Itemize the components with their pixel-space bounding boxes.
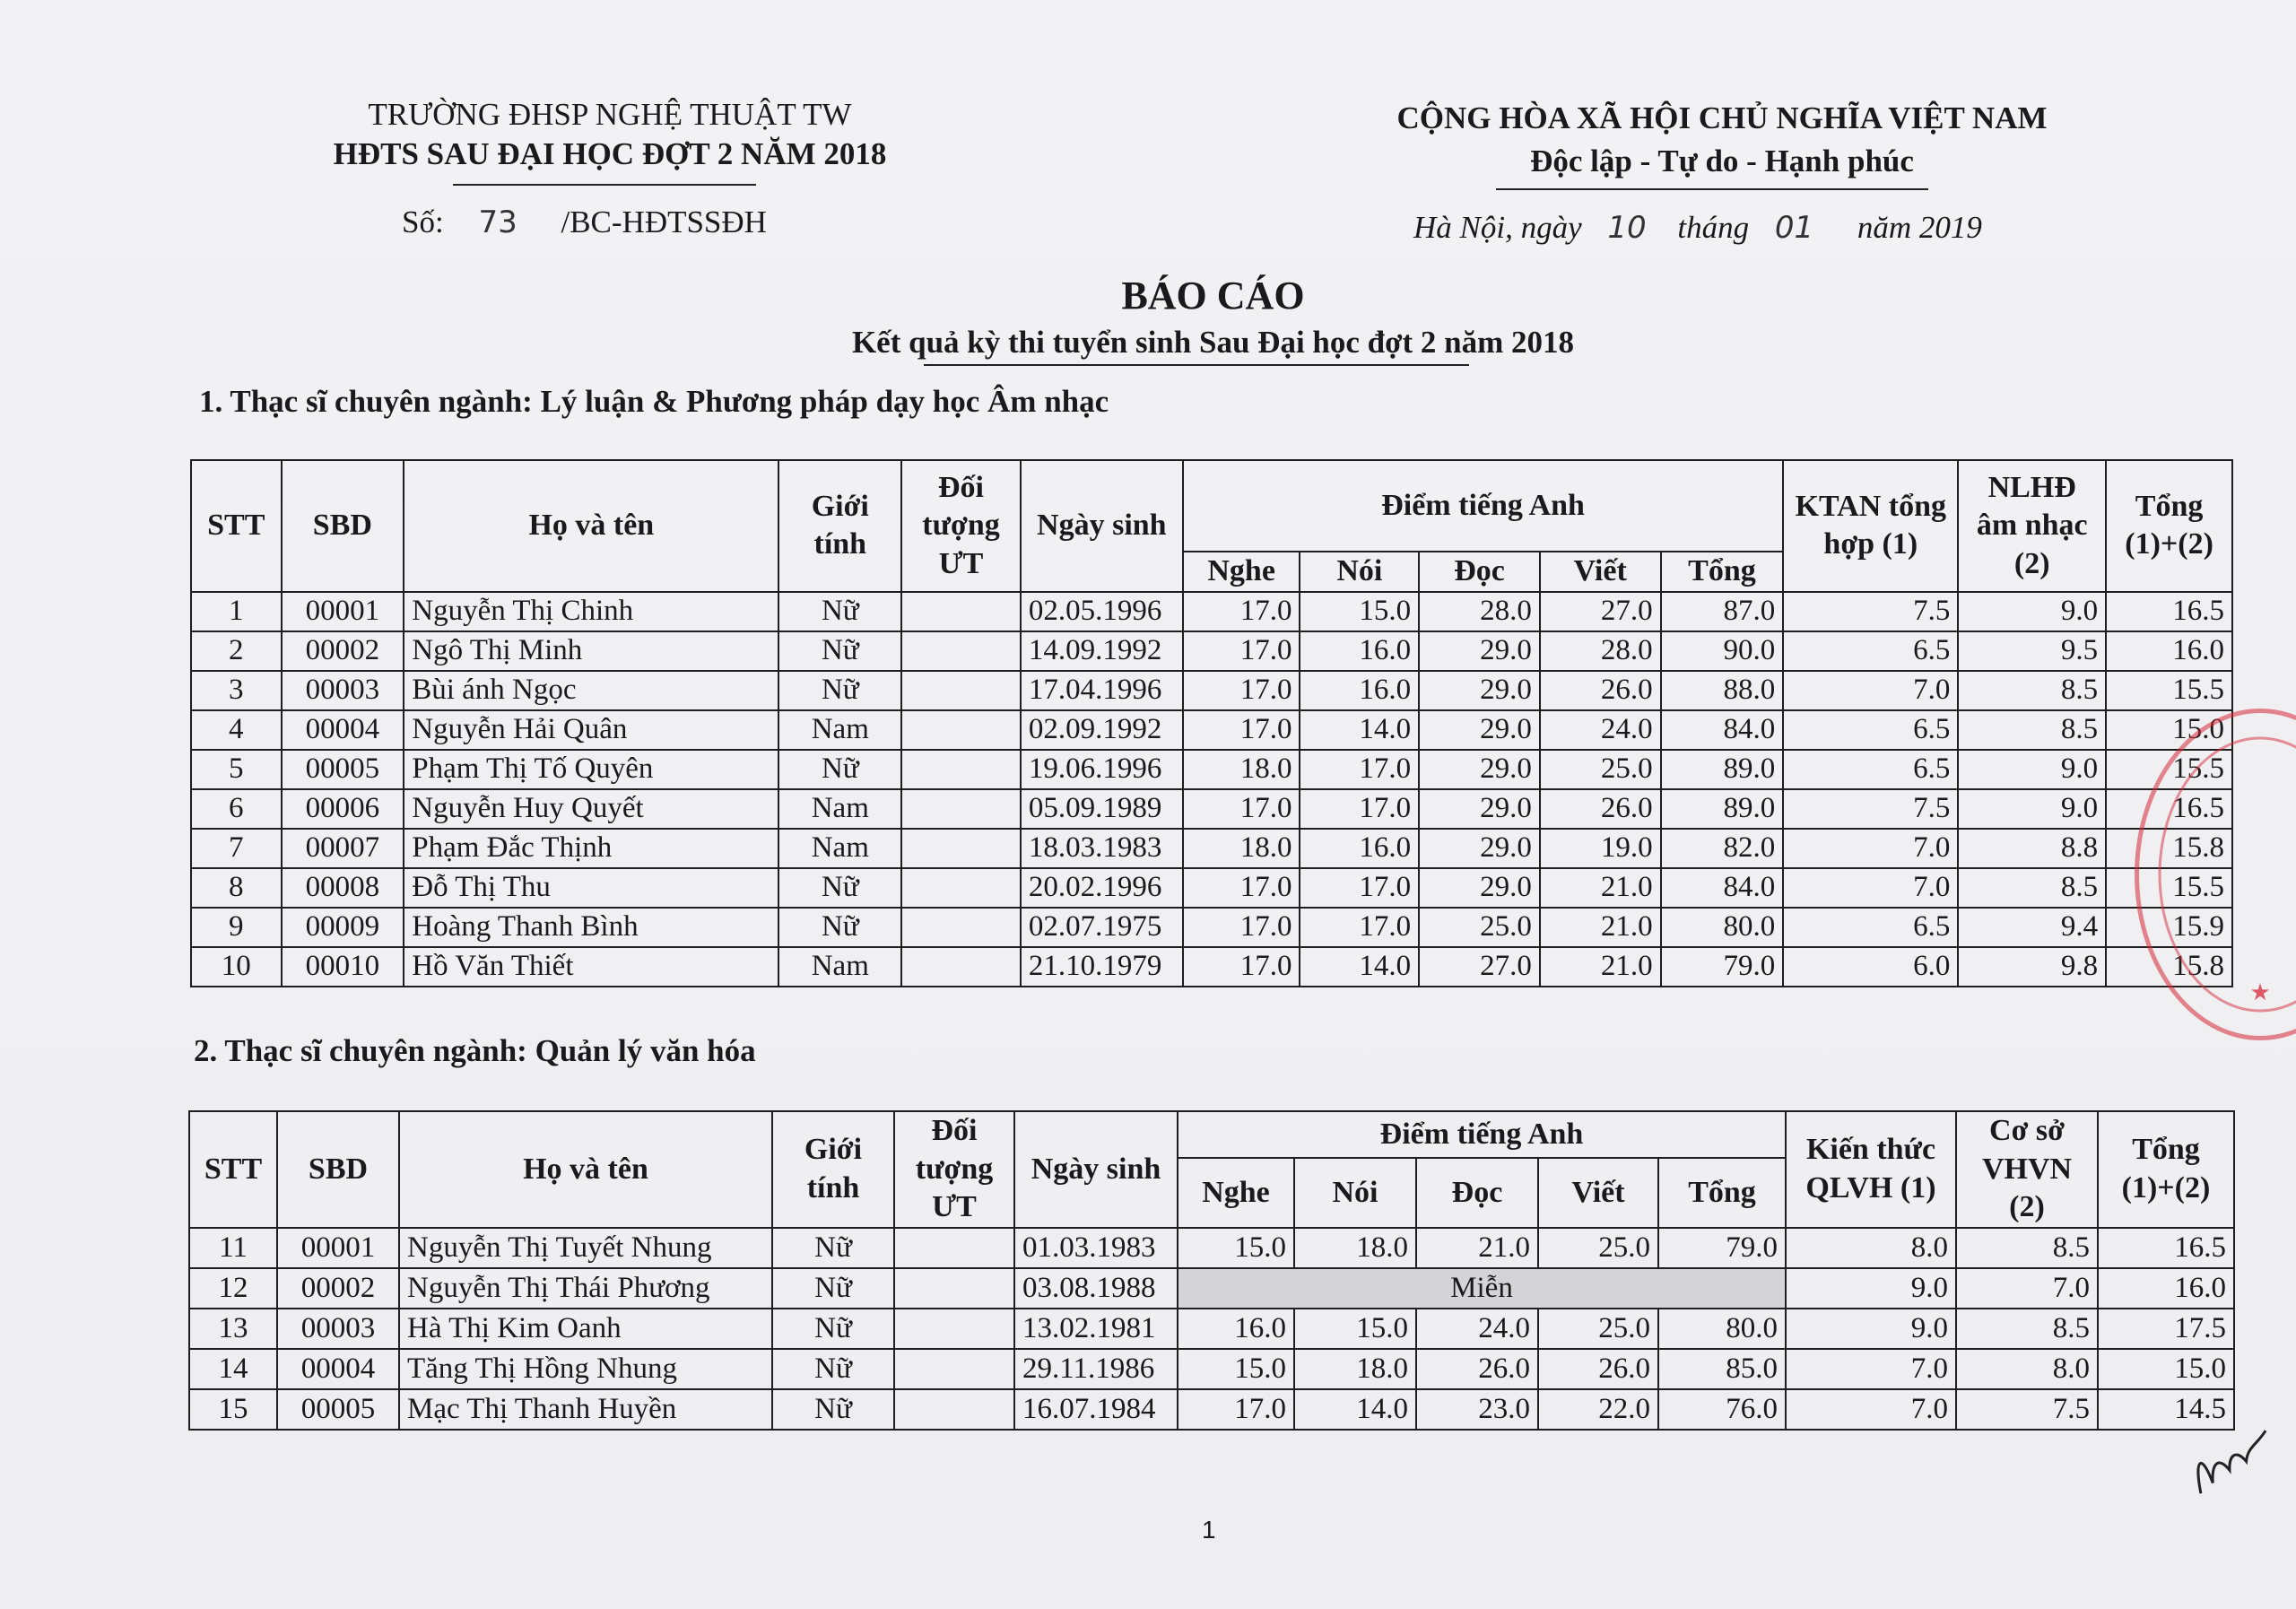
cell-stt: 7 <box>191 829 282 868</box>
section1-heading: 1. Thạc sĩ chuyên ngành: Lý luận & Phương pháp dạy học Âm nhạc <box>199 384 1109 419</box>
table-row <box>191 908 2232 947</box>
cell-name: Bùi ánh Ngọc <box>404 671 778 710</box>
council-name: HĐTS SAU ĐẠI HỌC ĐỢT 2 NĂM 2018 <box>333 136 887 171</box>
cell-dob: 16.07.1984 <box>1014 1389 1178 1430</box>
cell-dob: 20.02.1996 <box>1021 868 1183 908</box>
cell-total: 16.0 <box>2098 1268 2234 1309</box>
cell-priority <box>901 671 1021 710</box>
header-viet: Viết <box>1538 1158 1658 1227</box>
page-number: 1 <box>1202 1516 1216 1544</box>
cell-total: 15.5 <box>2106 671 2232 710</box>
header-nghe: Nghe <box>1178 1158 1294 1227</box>
cell-stt: 15 <box>189 1389 277 1430</box>
cell-col2: 8.5 <box>1956 1309 2098 1349</box>
cell-doc: 27.0 <box>1419 947 1540 987</box>
cell-dob: 13.02.1981 <box>1014 1309 1178 1349</box>
cell-nghe: 16.0 <box>1178 1309 1294 1349</box>
cell-name: Đỗ Thị Thu <box>404 868 778 908</box>
cell-gender: Nữ <box>772 1268 894 1309</box>
cell-priority <box>894 1389 1014 1430</box>
header-gender: Giới tính <box>778 460 901 592</box>
cell-stt: 2 <box>191 631 282 671</box>
header-name: Họ và tên <box>404 460 778 592</box>
cell-col2: 8.8 <box>1958 829 2106 868</box>
cell-nghe: 15.0 <box>1178 1349 1294 1389</box>
cell-tong: 84.0 <box>1661 710 1784 750</box>
date-line <box>1413 210 1982 246</box>
cell-noi: 17.0 <box>1300 750 1419 789</box>
date-year: năm 2019 <box>1857 210 1982 245</box>
cell-col2: 7.5 <box>1956 1389 2098 1430</box>
header-doc: Đọc <box>1419 552 1540 592</box>
cell-stt: 14 <box>189 1349 277 1389</box>
cell-col2: 9.0 <box>1958 750 2106 789</box>
signature <box>2179 1417 2295 1516</box>
cell-name: Hồ Văn Thiết <box>404 947 778 987</box>
header-tong: Tổng <box>1658 1158 1786 1227</box>
cell-dob: 02.09.1992 <box>1021 710 1183 750</box>
date-month-label: tháng <box>1677 210 1750 245</box>
header-col1: Kiến thức QLVH (1) <box>1786 1111 1956 1228</box>
cell-doc: 29.0 <box>1419 750 1540 789</box>
official-seal <box>2135 709 2296 1040</box>
cell-gender: Nữ <box>772 1309 894 1349</box>
cell-viet: 28.0 <box>1540 631 1661 671</box>
header-col1: KTAN tổng hợp (1) <box>1783 460 1958 592</box>
cell-viet: 21.0 <box>1540 908 1661 947</box>
cell-sbd: 00007 <box>282 829 404 868</box>
header-viet: Viết <box>1540 552 1661 592</box>
cell-noi: 17.0 <box>1300 868 1419 908</box>
cell-name: Phạm Thị Tố Quyên <box>404 750 778 789</box>
cell-tong: 79.0 <box>1658 1228 1786 1268</box>
cell-name: Hà Thị Kim Oanh <box>399 1309 772 1349</box>
header-english: Điểm tiếng Anh <box>1183 460 1784 552</box>
cell-sbd: 00001 <box>277 1228 399 1268</box>
cell-dob: 05.09.1989 <box>1021 789 1183 829</box>
cell-total: 16.5 <box>2106 592 2232 631</box>
cell-col1: 6.0 <box>1783 947 1958 987</box>
right-header-rule <box>1496 188 1928 190</box>
date-day: 10 <box>1607 210 1647 246</box>
cell-viet: 24.0 <box>1540 710 1661 750</box>
cell-col2: 8.5 <box>1958 868 2106 908</box>
cell-stt: 10 <box>191 947 282 987</box>
cell-nghe: 15.0 <box>1178 1228 1294 1268</box>
cell-viet: 25.0 <box>1538 1228 1658 1268</box>
table-row <box>191 631 2232 671</box>
cell-stt: 3 <box>191 671 282 710</box>
cell-tong: 88.0 <box>1661 671 1784 710</box>
cell-total: 15.8 <box>2106 829 2232 868</box>
header-tong: Tổng <box>1661 552 1784 592</box>
cell-tong: 84.0 <box>1661 868 1784 908</box>
cell-tong: 79.0 <box>1661 947 1784 987</box>
cell-noi: 16.0 <box>1300 671 1419 710</box>
header-doc: Đọc <box>1416 1158 1538 1227</box>
cell-tong: 80.0 <box>1661 908 1784 947</box>
section2-heading: 2. Thạc sĩ chuyên ngành: Quản lý văn hóa <box>194 1033 756 1068</box>
cell-viet: 25.0 <box>1538 1309 1658 1349</box>
cell-exempt: Miễn <box>1178 1268 1786 1309</box>
cell-priority <box>901 750 1021 789</box>
cell-priority <box>901 710 1021 750</box>
cell-viet: 21.0 <box>1540 868 1661 908</box>
cell-name: Nguyễn Thị Thái Phương <box>399 1268 772 1309</box>
cell-col1: 8.0 <box>1786 1228 1956 1268</box>
signature-graphic <box>2179 1417 2292 1508</box>
cell-gender: Nữ <box>778 750 901 789</box>
header-dob: Ngày sinh <box>1014 1111 1178 1228</box>
table-row <box>191 592 2232 631</box>
table-row <box>189 1389 2234 1430</box>
cell-gender: Nữ <box>778 868 901 908</box>
cell-doc: 28.0 <box>1419 592 1540 631</box>
cell-sbd: 00001 <box>282 592 404 631</box>
cell-noi: 14.0 <box>1300 947 1419 987</box>
cell-name: Tăng Thị Hồng Nhung <box>399 1349 772 1389</box>
cell-viet: 26.0 <box>1540 789 1661 829</box>
cell-gender: Nữ <box>772 1389 894 1430</box>
header-stt: STT <box>191 460 282 592</box>
cell-sbd: 00003 <box>282 671 404 710</box>
cell-gender: Nữ <box>778 908 901 947</box>
subtitle-rule <box>924 364 1469 366</box>
header-stt: STT <box>189 1111 277 1228</box>
cell-col2: 9.4 <box>1958 908 2106 947</box>
header-noi: Nói <box>1294 1158 1416 1227</box>
cell-sbd: 00002 <box>277 1268 399 1309</box>
cell-doc: 21.0 <box>1416 1228 1538 1268</box>
cell-dob: 18.03.1983 <box>1021 829 1183 868</box>
cell-sbd: 00004 <box>277 1349 399 1389</box>
cell-dob: 01.03.1983 <box>1014 1228 1178 1268</box>
left-header-rule <box>453 184 756 186</box>
cell-total: 15.5 <box>2106 750 2232 789</box>
cell-sbd: 00009 <box>282 908 404 947</box>
cell-name: Hoàng Thanh Bình <box>404 908 778 947</box>
cell-gender: Nữ <box>778 631 901 671</box>
cell-dob: 02.05.1996 <box>1021 592 1183 631</box>
cell-gender: Nữ <box>778 671 901 710</box>
cell-priority <box>901 908 1021 947</box>
header-sbd: SBD <box>282 460 404 592</box>
date-prefix: Hà Nội, ngày <box>1413 210 1582 245</box>
cell-nghe: 17.0 <box>1183 671 1300 710</box>
cell-stt: 12 <box>189 1268 277 1309</box>
cell-name: Nguyễn Thị Chinh <box>404 592 778 631</box>
cell-col1: 7.0 <box>1783 829 1958 868</box>
cell-dob: 14.09.1992 <box>1021 631 1183 671</box>
cell-doc: 29.0 <box>1419 829 1540 868</box>
cell-tong: 85.0 <box>1658 1349 1786 1389</box>
so-label: Số: <box>402 204 444 239</box>
cell-priority <box>894 1268 1014 1309</box>
cell-dob: 17.04.1996 <box>1021 671 1183 710</box>
cell-tong: 89.0 <box>1661 789 1784 829</box>
cell-stt: 1 <box>191 592 282 631</box>
cell-col1: 9.0 <box>1786 1309 1956 1349</box>
cell-nghe: 17.0 <box>1183 947 1300 987</box>
cell-noi: 14.0 <box>1294 1389 1416 1430</box>
cell-noi: 15.0 <box>1294 1309 1416 1349</box>
school-name: TRƯỜNG ĐHSP NGHỆ THUẬT TW <box>368 97 852 132</box>
cell-total: 16.5 <box>2098 1228 2234 1268</box>
cell-name: Ngô Thị Minh <box>404 631 778 671</box>
cell-col1: 9.0 <box>1786 1268 1956 1309</box>
cell-gender: Nam <box>778 829 901 868</box>
cell-sbd: 00003 <box>277 1309 399 1349</box>
cell-col1: 7.5 <box>1783 592 1958 631</box>
cell-col1: 6.5 <box>1783 631 1958 671</box>
cell-sbd: 00004 <box>282 710 404 750</box>
header-name: Họ và tên <box>399 1111 772 1228</box>
motto: Độc lập - Tự do - Hạnh phúc <box>1530 144 1914 178</box>
cell-sbd: 00006 <box>282 789 404 829</box>
cell-priority <box>901 789 1021 829</box>
cell-viet: 26.0 <box>1538 1349 1658 1389</box>
table-row <box>191 671 2232 710</box>
cell-priority <box>894 1309 1014 1349</box>
cell-dob: 29.11.1986 <box>1014 1349 1178 1389</box>
cell-priority <box>901 947 1021 987</box>
cell-doc: 26.0 <box>1416 1349 1538 1389</box>
cell-name: Nguyễn Hải Quân <box>404 710 778 750</box>
cell-tong: 80.0 <box>1658 1309 1786 1349</box>
cell-gender: Nữ <box>772 1228 894 1268</box>
so-value: 73 <box>478 204 517 240</box>
so-suffix: /BC-HĐTSSĐH <box>561 204 767 239</box>
cell-stt: 6 <box>191 789 282 829</box>
report-title: BÁO CÁO <box>1121 274 1305 317</box>
table-row <box>191 868 2232 908</box>
cell-stt: 9 <box>191 908 282 947</box>
cell-noi: 16.0 <box>1300 631 1419 671</box>
header-total: Tổng (1)+(2) <box>2106 460 2232 592</box>
header-col2: NLHĐ âm nhạc (2) <box>1958 460 2106 592</box>
cell-total: 17.5 <box>2098 1309 2234 1349</box>
cell-sbd: 00005 <box>282 750 404 789</box>
cell-priority <box>894 1228 1014 1268</box>
cell-col1: 7.0 <box>1786 1389 1956 1430</box>
cell-priority <box>901 592 1021 631</box>
doc-number <box>402 204 767 240</box>
cell-doc: 29.0 <box>1419 710 1540 750</box>
date-month: 01 <box>1774 210 1814 246</box>
cell-nghe: 17.0 <box>1183 631 1300 671</box>
header-nghe: Nghe <box>1183 552 1300 592</box>
report-subtitle: Kết quả kỳ thi tuyển sinh Sau Đại học đợt 2 năm 2018 <box>851 325 1575 360</box>
table-row <box>191 829 2232 868</box>
cell-viet: 22.0 <box>1538 1389 1658 1430</box>
cell-noi: 18.0 <box>1294 1228 1416 1268</box>
cell-col1: 7.0 <box>1783 868 1958 908</box>
cell-tong: 89.0 <box>1661 750 1784 789</box>
cell-dob: 21.10.1979 <box>1021 947 1183 987</box>
cell-viet: 21.0 <box>1540 947 1661 987</box>
cell-name: Nguyễn Huy Quyết <box>404 789 778 829</box>
section2-table <box>188 1110 2235 1431</box>
cell-noi: 15.0 <box>1300 592 1419 631</box>
cell-noi: 14.0 <box>1300 710 1419 750</box>
cell-gender: Nam <box>778 789 901 829</box>
header-sbd: SBD <box>277 1111 399 1228</box>
cell-total: 15.0 <box>2106 710 2232 750</box>
cell-stt: 8 <box>191 868 282 908</box>
cell-doc: 29.0 <box>1419 868 1540 908</box>
cell-col1: 7.0 <box>1783 671 1958 710</box>
cell-name: Nguyễn Thị Tuyết Nhung <box>399 1228 772 1268</box>
header-noi: Nói <box>1300 552 1419 592</box>
cell-nghe: 17.0 <box>1183 789 1300 829</box>
cell-sbd: 00002 <box>282 631 404 671</box>
cell-gender: Nữ <box>772 1349 894 1389</box>
cell-dob: 19.06.1996 <box>1021 750 1183 789</box>
cell-noi: 17.0 <box>1300 789 1419 829</box>
cell-col1: 6.5 <box>1783 908 1958 947</box>
cell-col2: 9.0 <box>1958 592 2106 631</box>
cell-sbd: 00008 <box>282 868 404 908</box>
cell-doc: 29.0 <box>1419 789 1540 829</box>
cell-col1: 7.0 <box>1786 1349 1956 1389</box>
cell-nghe: 17.0 <box>1183 908 1300 947</box>
cell-stt: 11 <box>189 1228 277 1268</box>
section1-table <box>190 459 2233 987</box>
cell-total: 15.5 <box>2106 868 2232 908</box>
table-row <box>191 947 2232 987</box>
cell-stt: 13 <box>189 1309 277 1349</box>
cell-dob: 02.07.1975 <box>1021 908 1183 947</box>
cell-total: 16.0 <box>2106 631 2232 671</box>
cell-col1: 6.5 <box>1783 710 1958 750</box>
header-dob: Ngày sinh <box>1021 460 1183 592</box>
cell-total: 15.0 <box>2098 1349 2234 1389</box>
cell-gender: Nữ <box>778 592 901 631</box>
header-english: Điểm tiếng Anh <box>1178 1111 1786 1158</box>
table-row <box>191 789 2232 829</box>
cell-tong: 90.0 <box>1661 631 1784 671</box>
cell-viet: 25.0 <box>1540 750 1661 789</box>
cell-doc: 29.0 <box>1419 671 1540 710</box>
cell-nghe: 18.0 <box>1183 829 1300 868</box>
table-row <box>189 1349 2234 1389</box>
cell-col2: 8.5 <box>1958 710 2106 750</box>
cell-priority <box>901 829 1021 868</box>
cell-nghe: 17.0 <box>1183 592 1300 631</box>
nation-name: CỘNG HÒA XÃ HỘI CHỦ NGHĨA VIỆT NAM <box>1396 100 2048 135</box>
cell-nghe: 17.0 <box>1183 710 1300 750</box>
cell-doc: 25.0 <box>1419 908 1540 947</box>
cell-priority <box>901 868 1021 908</box>
cell-col2: 8.5 <box>1956 1228 2098 1268</box>
cell-priority <box>894 1349 1014 1389</box>
cell-dob: 03.08.1988 <box>1014 1268 1178 1309</box>
header-col2: Cơ sở VHVN (2) <box>1956 1111 2098 1228</box>
cell-viet: 27.0 <box>1540 592 1661 631</box>
cell-col2: 9.8 <box>1958 947 2106 987</box>
cell-nghe: 18.0 <box>1183 750 1300 789</box>
table-row <box>189 1268 2234 1309</box>
cell-col2: 8.5 <box>1958 671 2106 710</box>
cell-stt: 5 <box>191 750 282 789</box>
cell-tong: 82.0 <box>1661 829 1784 868</box>
cell-gender: Nam <box>778 710 901 750</box>
cell-noi: 16.0 <box>1300 829 1419 868</box>
cell-gender: Nam <box>778 947 901 987</box>
cell-total: 15.8 <box>2106 947 2232 987</box>
cell-tong: 76.0 <box>1658 1389 1786 1430</box>
cell-sbd: 00005 <box>277 1389 399 1430</box>
cell-viet: 26.0 <box>1540 671 1661 710</box>
cell-col2: 9.5 <box>1958 631 2106 671</box>
cell-nghe: 17.0 <box>1183 868 1300 908</box>
cell-priority <box>901 631 1021 671</box>
header-total: Tổng (1)+(2) <box>2098 1111 2234 1228</box>
cell-noi: 18.0 <box>1294 1349 1416 1389</box>
cell-doc: 23.0 <box>1416 1389 1538 1430</box>
cell-viet: 19.0 <box>1540 829 1661 868</box>
header-gender: Giới tính <box>772 1111 894 1228</box>
cell-noi: 17.0 <box>1300 908 1419 947</box>
cell-col1: 7.5 <box>1783 789 1958 829</box>
cell-col2: 8.0 <box>1956 1349 2098 1389</box>
cell-nghe: 17.0 <box>1178 1389 1294 1430</box>
cell-total: 14.5 <box>2098 1389 2234 1430</box>
cell-col1: 6.5 <box>1783 750 1958 789</box>
cell-name: Mạc Thị Thanh Huyền <box>399 1389 772 1430</box>
table-row <box>191 710 2232 750</box>
cell-col2: 7.0 <box>1956 1268 2098 1309</box>
cell-tong: 87.0 <box>1661 592 1784 631</box>
cell-doc: 29.0 <box>1419 631 1540 671</box>
table-row <box>191 750 2232 789</box>
header-priority: Đối tượng ƯT <box>894 1111 1014 1228</box>
cell-stt: 4 <box>191 710 282 750</box>
header-priority: Đối tượng ƯT <box>901 460 1021 592</box>
cell-name: Phạm Đắc Thịnh <box>404 829 778 868</box>
cell-sbd: 00010 <box>282 947 404 987</box>
cell-doc: 24.0 <box>1416 1309 1538 1349</box>
cell-total: 15.9 <box>2106 908 2232 947</box>
cell-col2: 9.0 <box>1958 789 2106 829</box>
table-row <box>189 1309 2234 1349</box>
seal-graphic <box>2139 713 2296 1036</box>
svg-text:★: ★ <box>2249 978 2271 1005</box>
cell-total: 16.5 <box>2106 789 2232 829</box>
table-row <box>189 1228 2234 1268</box>
